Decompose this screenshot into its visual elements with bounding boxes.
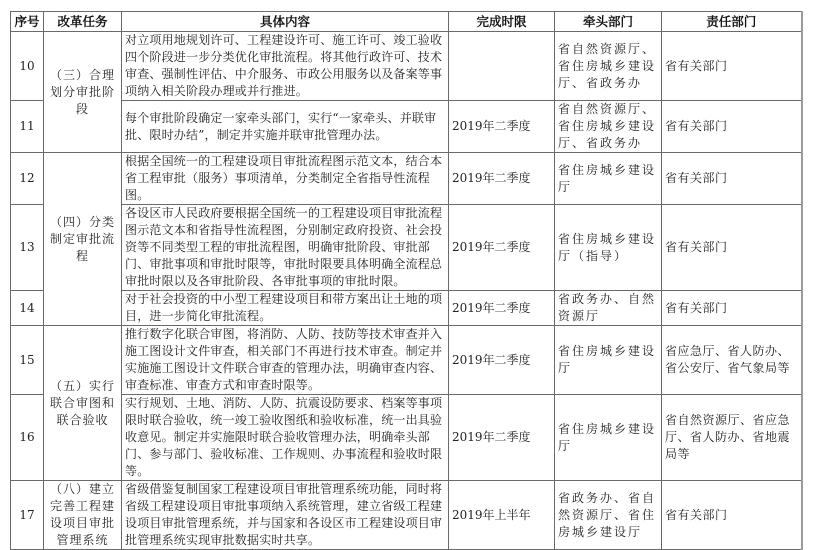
deadline-cell: 2019年二季度 bbox=[449, 153, 555, 205]
lead-department-cell: 省自然资源厅、省住房城乡建设厅、省政务办 bbox=[555, 32, 662, 101]
lead-department-cell: 省住房城乡建设厅 bbox=[555, 326, 662, 395]
table-row bbox=[11, 326, 802, 395]
deadline-cell: 2019年二季度 bbox=[449, 326, 555, 395]
lead-department-cell: 省政务办、自然资源厅 bbox=[555, 291, 662, 326]
serial-number-cell: 12 bbox=[11, 153, 44, 205]
content-cell: 实行规划、土地、消防、人防、抗震设防要求、档案等事项限时联合验收，统一竣工验收图纸和验收标准，统一出具验收意见。制定并实施限时联合验收管理办法，明确牵头部门、参与部门、验收标准、工作规则、办事流程和验收时限等。 bbox=[122, 395, 449, 481]
serial-number-cell: 11 bbox=[11, 101, 44, 153]
deadline-cell: 2019年二季度 bbox=[449, 205, 555, 291]
serial-number-cell: 13 bbox=[11, 205, 44, 291]
table-row bbox=[11, 395, 802, 481]
reform-task-table bbox=[10, 11, 803, 550]
lead-department-cell: 省政务办、省自然资源厅、省住房城乡建设厅 bbox=[555, 481, 662, 550]
serial-number-cell: 16 bbox=[11, 395, 44, 481]
deadline-cell: 2019年二季度 bbox=[449, 101, 555, 153]
responsible-department-cell: 省自然资源厅、省应急厅、省人防办、省地震局等 bbox=[662, 395, 802, 481]
lead-department-cell: 省住房城乡建设厅（指导） bbox=[555, 205, 662, 291]
lead-department-cell: 省住房城乡建设厅 bbox=[555, 395, 662, 481]
table-row bbox=[11, 32, 802, 101]
reform-task-cell: （八）建立完善工程建设项目审批管理系统 bbox=[44, 481, 122, 550]
content-cell: 省级借鉴复制国家工程建设项目审批管理系统功能，同时将省级工程建设项目审批事项纳入系统管理，建立省级工程建设项目审批管理系统，并与国家和各设区市工程建设项目审批管理系统实现审批数据实时共享。 bbox=[122, 481, 449, 550]
reform-task-cell: （五）实行联合审图和联合验收 bbox=[44, 326, 122, 481]
responsible-department-cell: 省应急厅、省人防办、省公安厅、省气象局等 bbox=[662, 326, 802, 395]
serial-number-cell: 17 bbox=[11, 481, 44, 550]
content-cell: 对于社会投资的中小型工程建设项目和带方案出让土地的项目，进一步简化审批流程。 bbox=[122, 291, 449, 326]
content-cell: 各设区市人民政府要根据全国统一的工程建设项目审批流程图示范文本和省指导性流程图，分别制定政府投资、社会投资等不同类型工程的审批流程图，明确审批阶段、审批部门、审批事项和审批时限等，审批时限要具体明确全流程总审批时限以及各审批阶段、各审批事项的审批时限。 bbox=[122, 205, 449, 291]
deadline-cell: 2019年上半年 bbox=[449, 481, 555, 550]
table-row bbox=[11, 101, 802, 153]
responsible-department-cell: 省有关部门 bbox=[662, 205, 802, 291]
header-reform-task: 改革任务 bbox=[44, 12, 122, 32]
serial-number-cell: 15 bbox=[11, 326, 44, 395]
deadline-cell: 2019年二季度 bbox=[449, 395, 555, 481]
content-cell: 对立项用地规划许可、工程建设许可、施工许可、竣工验收四个阶段进一步分类优化审批流程。将其他行政许可、技术审查、强制性评估、中介服务、市政公用服务以及备案等事项纳入相关阶段办理或并行推进。 bbox=[122, 32, 449, 101]
lead-department-cell: 省自然资源厅、省住房城乡建设厅、省政务办 bbox=[555, 101, 662, 153]
responsible-department-cell: 省有关部门 bbox=[662, 32, 802, 101]
deadline-cell: 2019年二季度 bbox=[449, 291, 555, 326]
header-responsible-department: 责任部门 bbox=[662, 12, 802, 32]
header-serial-number: 序号 bbox=[11, 12, 44, 32]
responsible-department-cell: 省有关部门 bbox=[662, 153, 802, 205]
table-row bbox=[11, 153, 802, 205]
content-cell: 推行数字化联合审图，将消防、人防、技防等技术审查并入施工图设计文件审查，相关部门不再进行技术审查。制定并实施施工图设计文件联合审查的管理办法，明确审查内容、审查标准、审查方式和审查时限等。 bbox=[122, 326, 449, 395]
deadline-cell bbox=[449, 32, 555, 101]
table-row bbox=[11, 205, 802, 291]
content-cell: 每个审批阶段确定一家牵头部门，实行“一家牵头、并联审批、限时办结”，制定并实施并联审批管理办法。 bbox=[122, 101, 449, 153]
table-row bbox=[11, 481, 802, 550]
header-lead-department: 牵头部门 bbox=[555, 12, 662, 32]
table-header-row bbox=[11, 12, 802, 32]
serial-number-cell: 10 bbox=[11, 32, 44, 101]
header-specific-content: 具体内容 bbox=[122, 12, 449, 32]
table-row bbox=[11, 291, 802, 326]
responsible-department-cell: 省有关部门 bbox=[662, 291, 802, 326]
reform-task-cell: （四）分类制定审批流程 bbox=[44, 153, 122, 326]
header-deadline: 完成时限 bbox=[449, 12, 555, 32]
content-cell: 根据全国统一的工程建设项目审批流程图示范文本，结合本省工程审批（服务）事项清单，分类制定全省指导性流程图。 bbox=[122, 153, 449, 205]
serial-number-cell: 14 bbox=[11, 291, 44, 326]
responsible-department-cell: 省有关部门 bbox=[662, 101, 802, 153]
reform-task-cell: （三）合理划分审批阶段 bbox=[44, 32, 122, 153]
lead-department-cell: 省住房城乡建设厅 bbox=[555, 153, 662, 205]
responsible-department-cell: 省有关部门 bbox=[662, 481, 802, 550]
